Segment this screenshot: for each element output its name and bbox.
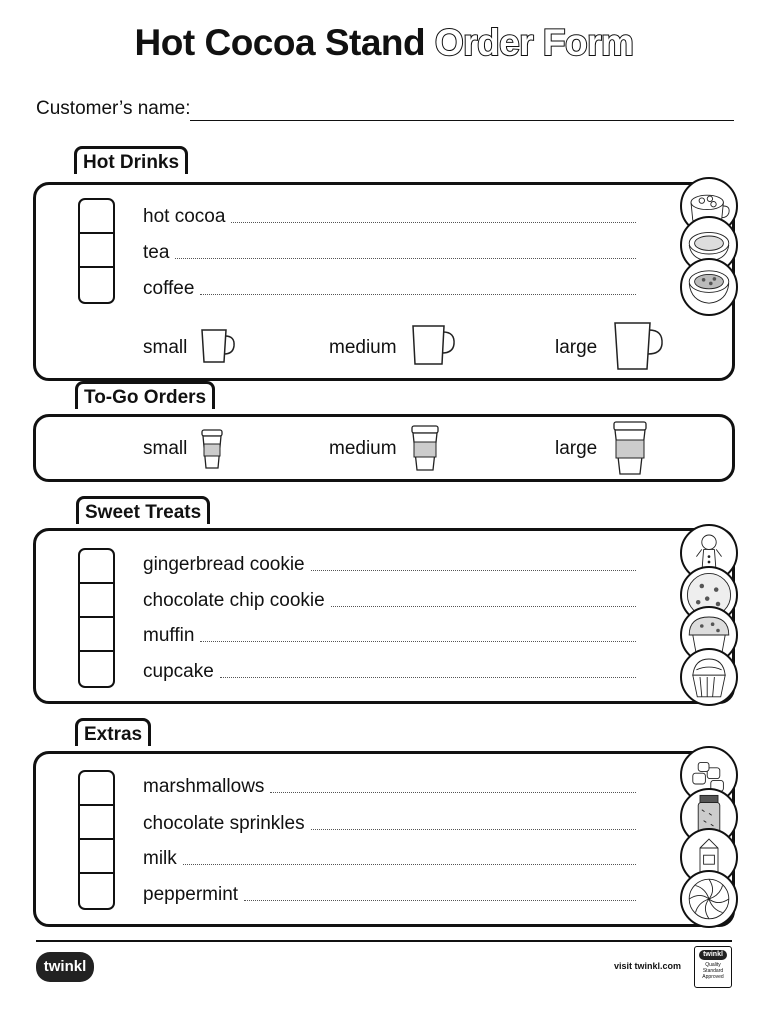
to-go-orders-tab: To-Go Orders <box>75 381 215 409</box>
to-go-medium-label: medium <box>329 438 397 459</box>
title-main: Hot Cocoa Stand <box>134 22 426 63</box>
size-small-label: small <box>143 337 188 358</box>
page-title <box>0 22 768 64</box>
item-tea: tea <box>143 240 636 264</box>
extras-checkboxes <box>78 770 115 910</box>
twinkl-logo: twinkl <box>36 952 94 982</box>
checkbox-peppermint[interactable] <box>80 874 113 908</box>
badge-logo: twinkl <box>699 950 727 960</box>
footer-divider <box>36 940 732 942</box>
item-gingerbread-cookie: gingerbread cookie <box>143 552 636 576</box>
checkbox-chocolate-chip-cookie[interactable] <box>80 584 113 618</box>
customer-name-label: Customer’s name: <box>36 98 191 119</box>
badge-text: Quality Standard Approved <box>702 962 724 980</box>
checkbox-muffin[interactable] <box>80 618 113 652</box>
item-marshmallows: marshmallows <box>143 774 636 798</box>
cupcake-icon <box>680 648 738 706</box>
medium-mug-icon <box>410 322 458 368</box>
item-peppermint: peppermint <box>143 882 636 906</box>
to-go-small-label: small <box>143 438 188 459</box>
checkbox-gingerbread-cookie[interactable] <box>80 550 113 584</box>
extras-tab: Extras <box>75 718 151 746</box>
large-mug-icon <box>612 320 666 372</box>
small-cup-icon <box>200 428 224 470</box>
small-mug-icon <box>198 326 238 366</box>
size-medium-label: medium <box>329 337 397 358</box>
to-go-large-label: large <box>555 438 598 459</box>
checkbox-chocolate-sprinkles[interactable] <box>80 806 113 840</box>
hot-drinks-checkboxes <box>78 198 115 304</box>
sweet-treats-tab: Sweet Treats <box>76 496 210 524</box>
checkbox-tea[interactable] <box>80 234 113 268</box>
coffee-icon <box>680 258 738 316</box>
checkbox-cupcake[interactable] <box>80 652 113 686</box>
customer-name-field[interactable] <box>190 120 734 121</box>
large-cup-icon <box>612 420 648 476</box>
item-milk: milk <box>143 846 636 870</box>
item-muffin: muffin <box>143 623 636 647</box>
item-hot-cocoa: hot cocoa <box>143 204 636 228</box>
peppermint-icon <box>680 870 738 928</box>
hot-drinks-tab: Hot Drinks <box>74 146 188 174</box>
item-cupcake: cupcake <box>143 659 636 683</box>
item-chocolate-chip-cookie: chocolate chip cookie <box>143 588 636 612</box>
quality-badge <box>694 946 732 988</box>
medium-cup-icon <box>410 424 440 472</box>
checkbox-milk[interactable] <box>80 840 113 874</box>
size-large-label: large <box>555 337 598 358</box>
visit-link[interactable]: visit twinkl.com <box>614 961 682 971</box>
item-chocolate-sprinkles: chocolate sprinkles <box>143 811 636 835</box>
checkbox-marshmallows[interactable] <box>80 772 113 806</box>
checkbox-hot-cocoa[interactable] <box>80 200 113 234</box>
sweet-treats-checkboxes <box>78 548 115 688</box>
item-coffee: coffee <box>143 276 636 300</box>
checkbox-coffee[interactable] <box>80 268 113 302</box>
title-outlined: Order Form <box>434 22 634 63</box>
